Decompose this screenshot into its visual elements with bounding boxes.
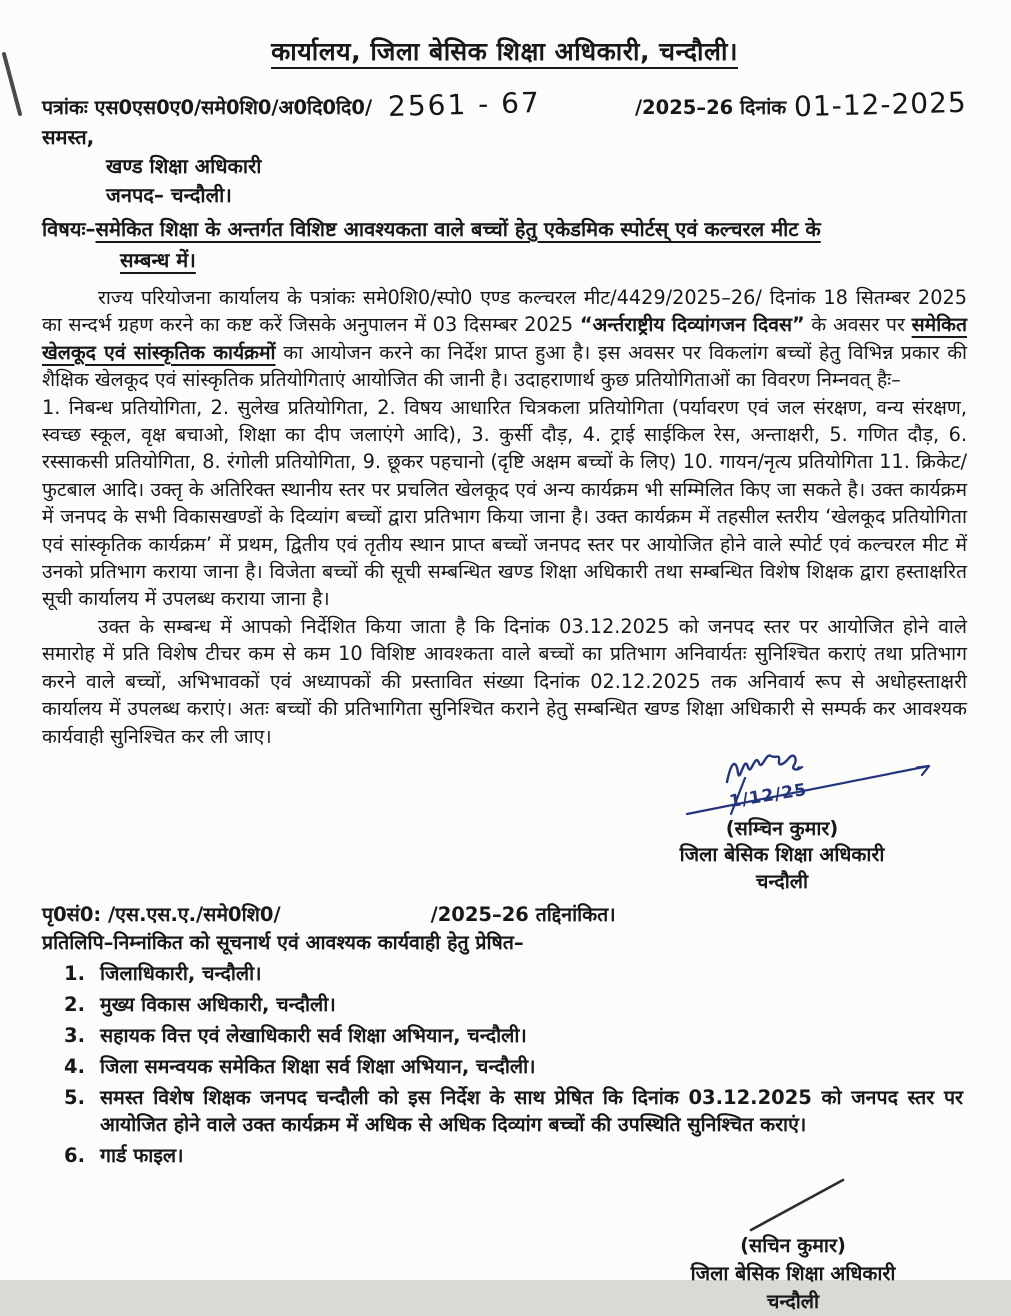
para1-text-end: का आयोजन करने का निर्देश प्राप्त हुआ है। इस अवसर पर विकलांग बच्चों हेतु विभिन्न प्रकार की शैक्षिक खेलकूद एवं सांस्कृतिक प्रतियोगिताएं आयोजित की जानी है। उदाहराणार्थ कुछ प्रतियोगिताओं का विवरण निम्नवत् हैः– (42, 340, 967, 392)
body-paragraph-1 (42, 284, 967, 394)
copy-to-list (42, 960, 967, 1169)
list-item-number: 6. (64, 1144, 85, 1168)
signature-art (617, 752, 947, 816)
signature-date-handwritten: 1/12/25 (727, 779, 809, 812)
list-item-number: 5. (64, 1086, 85, 1110)
body-paragraph-competitions: 1. निबन्ध प्रतियोगिता, 2. सुलेख प्रतियोगिता, 2. विषय आधारित चित्रकला प्रतियोगिता (पर्यावरण एवं जल संरक्षण, वन्य संरक्षण, स्वच्छ स्कूल, वृक्ष बचाओ, शिक्षा का दीप जलाएंगे आदि), 3. कुर्सी दौड़, 4. ट्राई साईकिल रेस, अन्ताक्षरी, 5. गणित दौड़, 6. रस्साकसी प्रतियोगिता, 8. रंगोली प्रतियोगिता, 9. छूकर पहचानो (दृष्टि अक्षम बच्चों के लिए) 10. गायन/नृत्य प्रतियोगिता 11. क्रिकेट/फुटबाल आदि। उक्तृ के अतिरिक्त स्थानीय स्तर पर प्रचलित खेलकूद एवं अन्य कार्यक्रम भी सम्मिलित किए जा सकते है। उक्त कार्यक्रम में जनपद के सभी विकासखण्डों के दिव्यांग बच्चों द्वारा प्रतिभाग किया जाना है। उक्त कार्यक्रम में तहसील स्तरीय ‘खेलकूद प्रतियोगिता एवं सांस्कृतिक कार्यक्रम’ में प्रथम, द्वितीय एवं तृतीय स्थान प्राप्त बच्चों जनपद स्तर पर आयोजित होने वाले स्पोर्ट एवं कल्चरल मीट में उनको प्रतिभाग कराया जाना है। विजेता बच्चों की सूची सम्बन्धित खण्ड शिक्षा अधिकारी तथा सम्बन्धित विशेष शिक्षक द्वारा हस्ताक्षरित सूची कार्यालय में उपलब्ध कराया जाना है। (42, 395, 967, 611)
ref-year-label: /2025–26 दिनांक (634, 96, 787, 119)
reference-left (42, 88, 541, 121)
list-item (42, 1084, 967, 1138)
signature-arrow-icon (687, 766, 929, 814)
subject-line2 (42, 245, 967, 276)
ref-date-handwritten: 01-12-2025 (793, 85, 968, 124)
para1-underlined-phrase: समेकित खेलकूद एवं सांस्कृतिक कार्यक्रमों (42, 313, 967, 364)
signature-slash-icon (743, 1176, 853, 1232)
endorsement-ref-line (42, 901, 967, 929)
body-paragraph-2: उक्त के सम्बन्ध में आपको निर्देशित किया जाता है कि दिनांक 03.12.2025 को जनपद स्तर पर आयोजित होने वाले समारोह में प्रति विशेष टीचर कम से कम 10 विशिष्ट आवश्कता वाले बच्चों का प्रतिभाग अनिवार्यतः सुनिश्चित कराएं तथा प्रतिभाग करने वाले बच्चों, अभिभावकों एवं अध्यापकों की प्रस्तावित संख्या दिनांक 02.12.2025 तक अनिवार्य रूप से अधोहस्ताक्षरी कार्यालय में उपलब्ध कराएं। अतः बच्चों की प्रतिभागिता सुनिश्चित कराने हेतु सम्बन्धित खण्ड शिक्षा अधिकारी से सम्पर्क कर आवश्यक कार्यवाही सुनिश्चित कर ली जाए। (42, 614, 967, 748)
ref-number-handwritten: 2561 - 67 (387, 86, 542, 123)
signatory-designation-bottom: जिला बेसिक शिक्षा अधिकारी (690, 1262, 896, 1285)
signatory-place-bottom: चन्दौली (766, 1290, 820, 1313)
signature-block-top (617, 752, 947, 896)
page-title-text: कार्यालय, जिला बेसिक शिक्षा अधिकारी, चन्दौली। (271, 37, 738, 66)
signatory-designation-top: जिला बेसिक शिक्षा अधिकारी (679, 843, 885, 867)
para1-text-mid: के अवसर पर (804, 313, 912, 337)
subject-block (42, 214, 967, 276)
subject-label: विषयः– (42, 217, 96, 241)
para1-bold-phrase: “अर्न्तराष्ट्रीय दिव्यांगजन दिवस” (579, 313, 805, 337)
list-item (42, 960, 967, 987)
list-item-text: मुख्य विकास अधिकारी, चन्दौली। (100, 993, 336, 1017)
list-item-number: 2. (64, 993, 85, 1017)
addressee-block (42, 123, 967, 210)
reference-line (42, 85, 968, 124)
signatory-name-top: (सम्चिन कुमार) (725, 816, 839, 840)
list-item-text: जिला समन्वयक समेकित शिक्षा सर्व शिक्षा अभियान, चन्दौली। (100, 1055, 536, 1079)
signatory-name-bottom: (सचिन कुमार) (740, 1234, 846, 1257)
list-item-text: सहायक वित्त एवं लेखाधिकारी सर्व शिक्षा अभियान, चन्दौली। (100, 1024, 527, 1048)
signatory-place-top: चन्दौली (755, 869, 809, 893)
endorsement-ref-right: /2025–26 तद्दिनांकित। (430, 903, 616, 927)
page-title (42, 34, 967, 68)
list-item-number: 1. (64, 962, 85, 986)
para1-text: राज्य परियोजना कार्यालय के पत्रांकः समे0शि0/स्पो0 एण्ड कल्चरल मीट/4429/2025–26/ दिनांक 18 सितम्बर 2025 का सन्दर्भ ग्रहण करने का कष्ट करें जिसके अनुपालन में 03 दिसम्बर 2025 (42, 286, 967, 337)
addressee-salutation: समस्त, (42, 125, 95, 149)
list-item-number: 4. (64, 1055, 85, 1079)
list-item (42, 991, 967, 1018)
list-item-text: समस्त विशेष शिक्षक जनपद चन्दौली को इस निर्देश के साथ प्रेषित कि दिनांक 03.12.2025 को जनपद स्तर पर आयोजित होने वाले उक्त कार्यक्रम में अधिक से अधिक दिव्यांग बच्चों की उपस्थिति सुनिश्चित कराएं। (100, 1086, 963, 1137)
addressee-line1: खण्ड शिक्षा अधिकारी (106, 154, 262, 178)
signature-block-bottom (633, 1176, 953, 1316)
subject-line1 (42, 214, 967, 245)
reference-right (634, 85, 968, 124)
list-item (42, 1142, 967, 1169)
list-item (42, 1053, 967, 1080)
subject-text-line1: समेकित शिक्षा के अन्तर्गत विशिष्ट आवश्यकता वाले बच्चों हेतु एकेडमिक स्पोर्टस् एवं कल्चरल मीट के (95, 217, 821, 241)
list-item-number: 3. (64, 1024, 85, 1048)
list-item (42, 1022, 967, 1049)
endorsement-ref-left: पृ0सं0: /एस.एस.ए./समे0शि0/ (42, 903, 281, 927)
copy-to-line: प्रतिलिपि–निम्नांकित को सूचनार्थ एवं आवश्यक कार्यवाही हेतु प्रेषित– (42, 931, 524, 955)
addressee-line2: जनपद– चन्दौली। (106, 183, 232, 207)
subject-text-line2: सम्बन्ध में। (120, 248, 196, 272)
list-item-text: गार्ड फाइल। (100, 1144, 184, 1168)
list-item-text: जिलाधिकारी, चन्दौली। (100, 962, 262, 986)
ref-label: पत्रांकः एस0एस0ए0/समे0शि0/अ0दि0दि0/ (42, 96, 373, 119)
pen-mark-icon (0, 52, 26, 122)
